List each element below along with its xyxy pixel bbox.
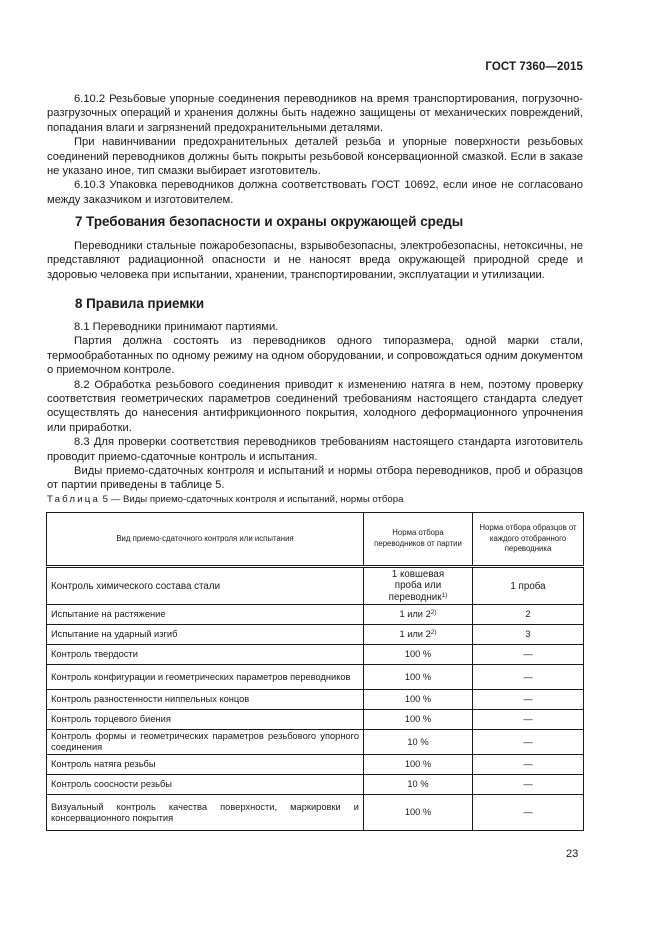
paragraph-lot: Партия должна состоять из переводников одного типоразмера, одной марки стали, термообработанных по одному режиму на одном оборудовании, и сопровождаться одним документом о приемочном контроле. <box>47 335 583 377</box>
paragraph-lubrication: При навинчивании предохранительных деталей резьба и упорные поверхности резьбовых соединений переводников должны быть покрыты резьбовой консервационной смазкой. Если в заказе не указано иное, тип смазки выбирает изготовитель. <box>47 136 583 178</box>
lot-norm-cell <box>364 730 473 755</box>
sample-norm-cell: — <box>473 665 584 690</box>
paragraph-6-10-3: 6.10.3 Упаковка переводников должна соответствовать ГОСТ 10692, если иное не согласовано между заказчиком и изготовителем. <box>47 179 583 206</box>
lot-norm-cell <box>364 665 473 690</box>
sample-norm-cell: — <box>473 645 584 665</box>
lot-norm-cell <box>364 795 473 831</box>
lot-norm-cell <box>364 567 473 605</box>
table-row <box>47 605 584 625</box>
table-row <box>47 755 584 775</box>
acceptance-tests-table <box>46 512 584 831</box>
section-8-heading: 8 Правила приемки <box>75 296 205 311</box>
sample-norm-cell: — <box>473 690 584 710</box>
lot-norm-cell <box>364 690 473 710</box>
table-row <box>47 567 584 605</box>
test-type-cell: Контроль формы и геометрических параметров резьбового упорного соединения <box>47 730 364 755</box>
test-type-cell: Контроль твердости <box>47 645 364 665</box>
section-6-10-text <box>47 92 583 207</box>
document-code: ГОСТ 7360—2015 <box>485 61 583 73</box>
sample-norm-cell: — <box>473 795 584 831</box>
page-number: 23 <box>566 848 579 860</box>
lot-norm-cell <box>364 755 473 775</box>
test-type-cell: Контроль соосности резьбы <box>47 775 364 795</box>
lot-norm-value: 100 % <box>404 649 432 659</box>
table-caption-label: Таблица <box>47 494 101 505</box>
table-caption-text: 5 — Виды приемо-сдаточных контроля и испытаний, нормы отбора <box>100 494 404 505</box>
lot-norm-value: 10 % <box>407 779 429 789</box>
paragraph-table-ref: Виды приемо-сдаточных контроля и испытаний и нормы отбора переводников, проб и образцов от партии приведены в таблице 5. <box>47 465 583 492</box>
header-sample-norm: Норма отбора образцов от каждого отобранного переводника <box>473 513 584 567</box>
table-row <box>47 710 584 730</box>
test-type-cell: Испытание на растяжение <box>47 605 364 625</box>
footnote-ref: 1) <box>441 591 448 599</box>
footnote-ref: 2) <box>430 609 437 616</box>
paragraph-8-1: 8.1 Переводники принимают партиями. <box>74 321 279 333</box>
paragraph-8-2: 8.2 Обработка резьбового соединения приводит к изменению натяга в нем, поэтому проверку соответствия геометрических параметров соединений требованиям настоящего стандарта следует осуществлять до нанесения антифрикционного покрытия, холодного деформационного упрочнения или приработки. <box>47 378 583 434</box>
test-type-cell: Контроль химического состава стали <box>47 567 364 605</box>
section-7-heading: 7 Требования безопасности и охраны окружающей среды <box>75 214 464 229</box>
lot-norm-value: 1 или 2 <box>399 609 431 619</box>
footnote-ref: 2) <box>430 629 437 636</box>
sample-norm-cell: — <box>473 730 584 755</box>
lot-norm-value: 100 % <box>404 759 432 769</box>
lot-norm-value: 1 ковшевая проба или переводник <box>388 568 445 603</box>
lot-norm-cell <box>364 710 473 730</box>
table-row <box>47 645 584 665</box>
section-8-text <box>47 320 583 493</box>
test-type-cell: Контроль конфигурации и геометрических параметров переводников <box>47 665 364 690</box>
sample-norm-cell: 2 <box>473 605 584 625</box>
paragraph-safety: Переводники стальные пожаробезопасны, взрывобезопасны, электробезопасны, нетоксичны, не представляют радиационной опасности и не наносят вреда окружающей природной среде и здоровью человека при испытании, хранении, транспортировании, эксплуатации и утилизации. <box>47 240 583 281</box>
lot-norm-cell <box>364 645 473 665</box>
test-type-cell: Контроль натяга резьбы <box>47 755 364 775</box>
paragraph-8-3: 8.3 Для проверки соответствия переводников требованиям настоящего стандарта изготовитель проводит приемо-сдаточные контроль и испытания. <box>47 436 583 463</box>
sample-norm-cell: — <box>473 710 584 730</box>
table-header-row <box>47 513 584 567</box>
table-row <box>47 775 584 795</box>
table-row <box>47 795 584 831</box>
sample-norm-cell: — <box>473 775 584 795</box>
sample-norm-cell: — <box>473 755 584 775</box>
sample-norm-cell: 3 <box>473 625 584 645</box>
paragraph-6-10-2: 6.10.2 Резьбовые упорные соединения переводников на время транспортирования, погрузочно-разгрузочных операций и хранения должны быть надежно защищены от механических повреждений, попадания влаги и загрязнений предохранительными деталями. <box>47 93 583 134</box>
header-test-type: Вид приемо-сдаточного контроля или испытания <box>47 513 364 567</box>
lot-norm-value: 100 % <box>404 671 432 682</box>
lot-norm-value: 100 % <box>404 694 432 704</box>
test-type-cell: Визуальный контроль качества поверхности, маркировки и консервационного покрытия <box>47 795 364 831</box>
lot-norm-cell <box>364 625 473 645</box>
test-type-cell: Испытание на ударный изгиб <box>47 625 364 645</box>
lot-norm-value: 1 или 2 <box>399 629 431 639</box>
test-type-cell: Контроль разностенности ниппельных концов <box>47 690 364 710</box>
table-row <box>47 730 584 755</box>
table-caption <box>47 494 403 505</box>
lot-norm-cell <box>364 775 473 795</box>
table-row <box>47 690 584 710</box>
lot-norm-value: 10 % <box>407 736 429 747</box>
sample-norm-cell: 1 проба <box>473 567 584 605</box>
lot-norm-cell <box>364 605 473 625</box>
lot-norm-value: 100 % <box>404 807 432 817</box>
table-row <box>47 625 584 645</box>
header-lot-norm: Норма отбора переводников от партии <box>364 513 473 567</box>
table-row <box>47 665 584 690</box>
section-7-text <box>47 239 583 282</box>
test-type-cell: Контроль торцевого биения <box>47 710 364 730</box>
lot-norm-value: 100 % <box>404 714 432 724</box>
